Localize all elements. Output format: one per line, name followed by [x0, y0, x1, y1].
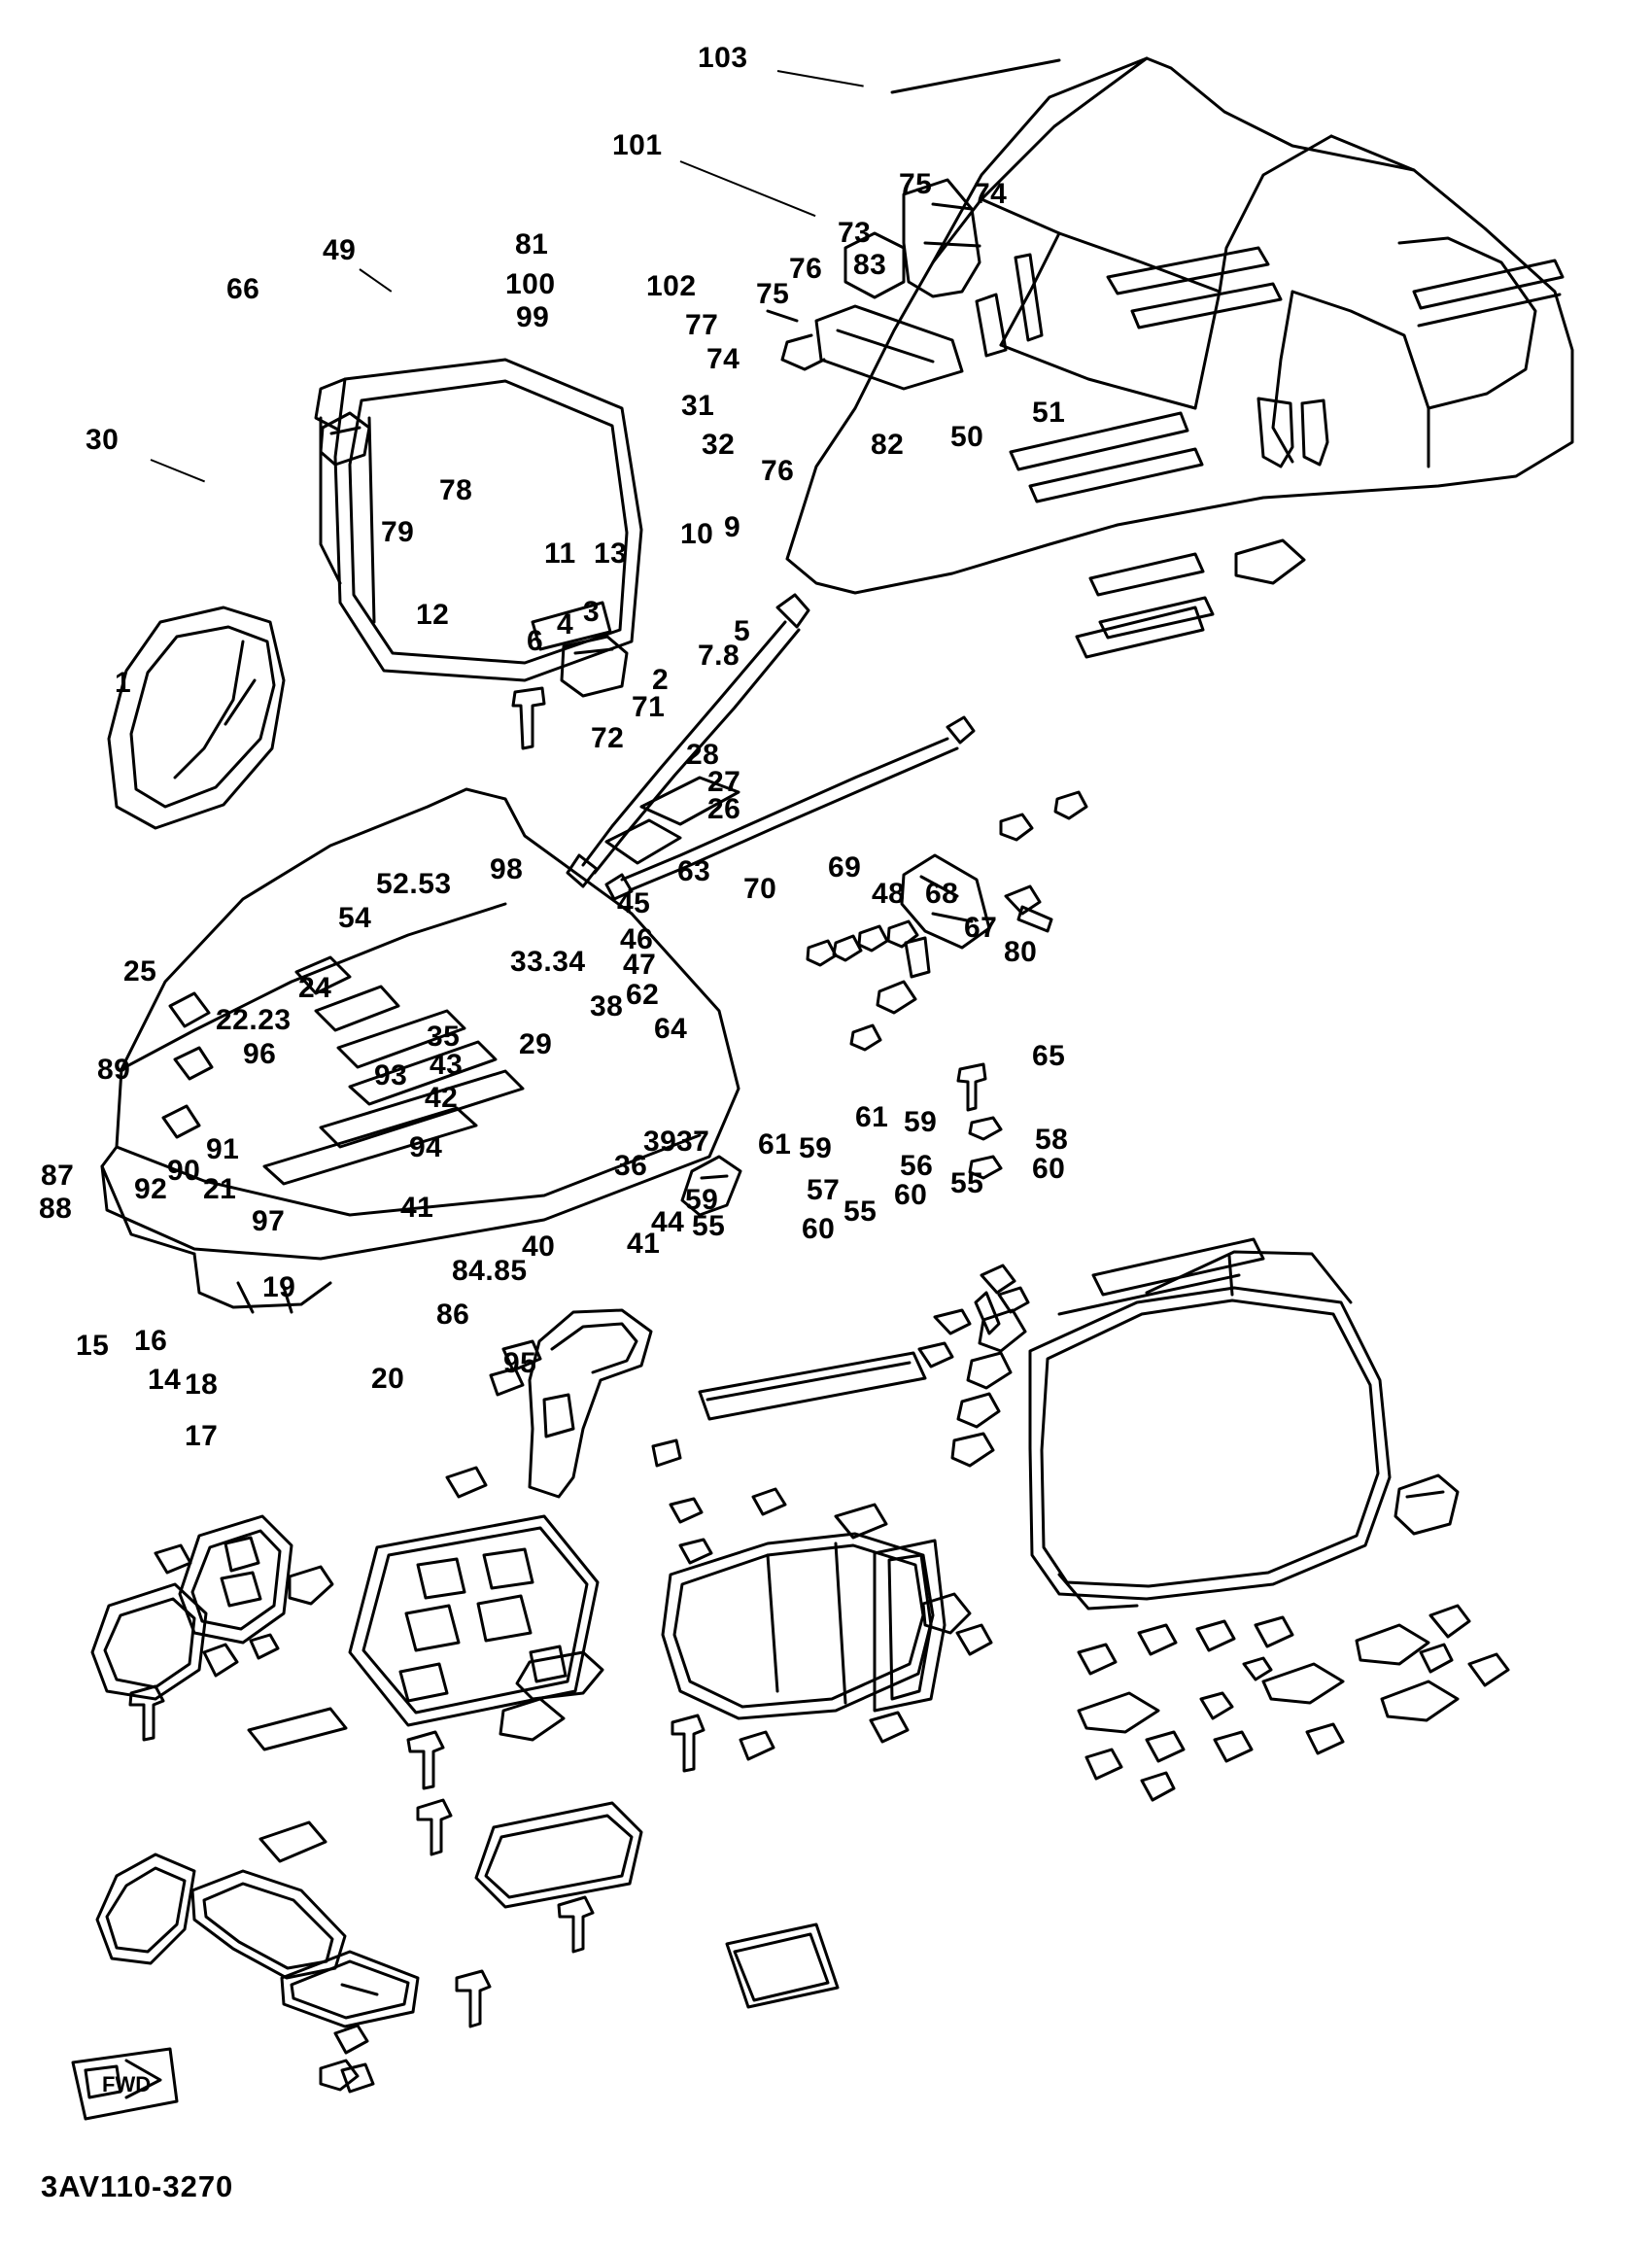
callout-number: 49 [323, 234, 357, 266]
callout-number: 16 [134, 1325, 168, 1357]
callout-number: 81 [515, 228, 549, 260]
callout-number: 55 [950, 1167, 984, 1199]
callout-number: 59 [799, 1132, 833, 1164]
callout-number: 74 [706, 343, 740, 375]
callout-number: 38 [590, 990, 624, 1022]
callout-number: 9 [724, 511, 741, 543]
callout-number: 30 [86, 424, 120, 456]
callout-number: 1 [115, 667, 132, 699]
callout-number: 59 [685, 1184, 719, 1216]
callout-number: 29 [519, 1028, 553, 1060]
callout-number: 48 [872, 878, 906, 910]
callout-number: 27 [707, 766, 741, 798]
callout-number: 20 [371, 1363, 405, 1395]
callout-number: 76 [761, 455, 795, 487]
callout-number: 93 [374, 1059, 408, 1091]
callout-number: 13 [594, 537, 628, 570]
callout-number: 67 [964, 912, 998, 944]
callout-number: 98 [490, 853, 524, 885]
callout-number: 59 [904, 1106, 938, 1138]
callout-number: 103 [698, 42, 748, 74]
callout-number: 75 [899, 168, 933, 200]
callout-number: 101 [612, 129, 663, 161]
fwd-direction-label: FWD [102, 2072, 152, 2096]
callout-number: 75 [756, 278, 790, 310]
callout-number: 68 [925, 878, 959, 910]
callout-number: 7.8 [698, 640, 740, 672]
callout-number: 100 [505, 268, 556, 300]
callout-number: 44 [651, 1206, 685, 1238]
callout-number: 77 [685, 309, 719, 341]
callout-number: 2 [652, 664, 670, 696]
callout-number: 45 [617, 887, 651, 919]
callout-number: 95 [503, 1347, 537, 1379]
callout-number: 5 [734, 615, 751, 647]
callout-number: 65 [1032, 1040, 1066, 1072]
callout-number: 94 [409, 1131, 443, 1163]
callout-number: 54 [338, 902, 372, 934]
callout-number: 66 [226, 273, 260, 305]
callout-number: 79 [381, 516, 415, 548]
callout-number: 46 [620, 923, 654, 955]
callout-number: 96 [243, 1038, 277, 1070]
callout-number: 32 [702, 429, 736, 461]
callout-number: 18 [185, 1369, 219, 1401]
callout-number: 61 [855, 1101, 889, 1133]
callout-number: 55 [692, 1210, 726, 1242]
callout-number: 43 [430, 1049, 464, 1081]
callout-number: 37 [676, 1126, 710, 1158]
callout-number: 78 [439, 474, 473, 506]
callout-number: 14 [148, 1364, 182, 1396]
callout-number: 10 [680, 518, 714, 550]
callout-number: 60 [894, 1179, 928, 1211]
callout-number: 39 [643, 1126, 677, 1158]
callout-number: 64 [654, 1013, 688, 1045]
callout-number: 102 [646, 270, 697, 302]
callout-number: 92 [134, 1173, 168, 1205]
callout-number: 24 [298, 972, 332, 1004]
callout-number: 72 [591, 722, 625, 754]
callout-number: 21 [203, 1173, 237, 1205]
callout-number: 60 [1032, 1153, 1066, 1185]
callout-number: 42 [425, 1082, 459, 1114]
callout-number: 15 [76, 1330, 110, 1362]
callout-number: 6 [527, 625, 544, 657]
callout-number: 69 [828, 851, 862, 883]
callout-number: 41 [627, 1228, 661, 1260]
callout-number: 25 [123, 955, 157, 987]
callout-number: 60 [802, 1213, 836, 1245]
callout-number: 3 [583, 596, 601, 628]
callout-number: 90 [167, 1155, 201, 1187]
callout-number: 84.85 [452, 1255, 528, 1287]
callout-number: 76 [789, 253, 823, 285]
callout-number: 55 [843, 1195, 878, 1228]
callout-number: 26 [707, 793, 741, 825]
callout-number: 56 [900, 1150, 934, 1182]
callout-number: 87 [41, 1160, 75, 1192]
callout-number: 74 [974, 178, 1008, 210]
callout-number: 33.34 [510, 946, 586, 978]
callout-number: 99 [516, 301, 550, 333]
callout-number: 35 [427, 1021, 461, 1053]
callout-number: 97 [252, 1205, 286, 1237]
callout-number: 4 [557, 608, 574, 641]
callout-number: 61 [758, 1128, 792, 1161]
callout-number: 89 [97, 1054, 131, 1086]
callout-number: 83 [853, 249, 887, 281]
callout-number: 82 [871, 429, 905, 461]
callout-number: 51 [1032, 397, 1066, 429]
callout-number: 17 [185, 1420, 219, 1452]
callout-number: 19 [262, 1271, 296, 1303]
callout-number: 50 [950, 421, 984, 453]
callout-number: 58 [1035, 1124, 1069, 1156]
callout-number: 62 [626, 979, 660, 1011]
callout-number: 86 [436, 1299, 470, 1331]
callout-number: 22.23 [216, 1004, 292, 1036]
callout-number: 36 [614, 1150, 648, 1182]
callout-number: 31 [681, 390, 715, 422]
callout-number: 28 [686, 739, 720, 771]
diagram-code-label: 3AV110-3270 [41, 2169, 234, 2203]
callout-number: 57 [807, 1174, 841, 1206]
callout-number: 47 [623, 949, 657, 981]
callout-number: 73 [838, 217, 872, 249]
callout-number: 52.53 [376, 868, 452, 900]
callout-number: 11 [544, 537, 576, 570]
callout-number: 40 [522, 1230, 556, 1263]
callout-number: 12 [416, 599, 450, 631]
callout-number: 70 [743, 873, 777, 905]
callout-number: 80 [1004, 936, 1038, 968]
callout-number: 63 [677, 855, 711, 887]
callout-number: 41 [400, 1192, 434, 1224]
callout-number: 88 [39, 1193, 73, 1225]
callout-number: 91 [206, 1133, 240, 1165]
callout-number: 71 [632, 691, 666, 723]
